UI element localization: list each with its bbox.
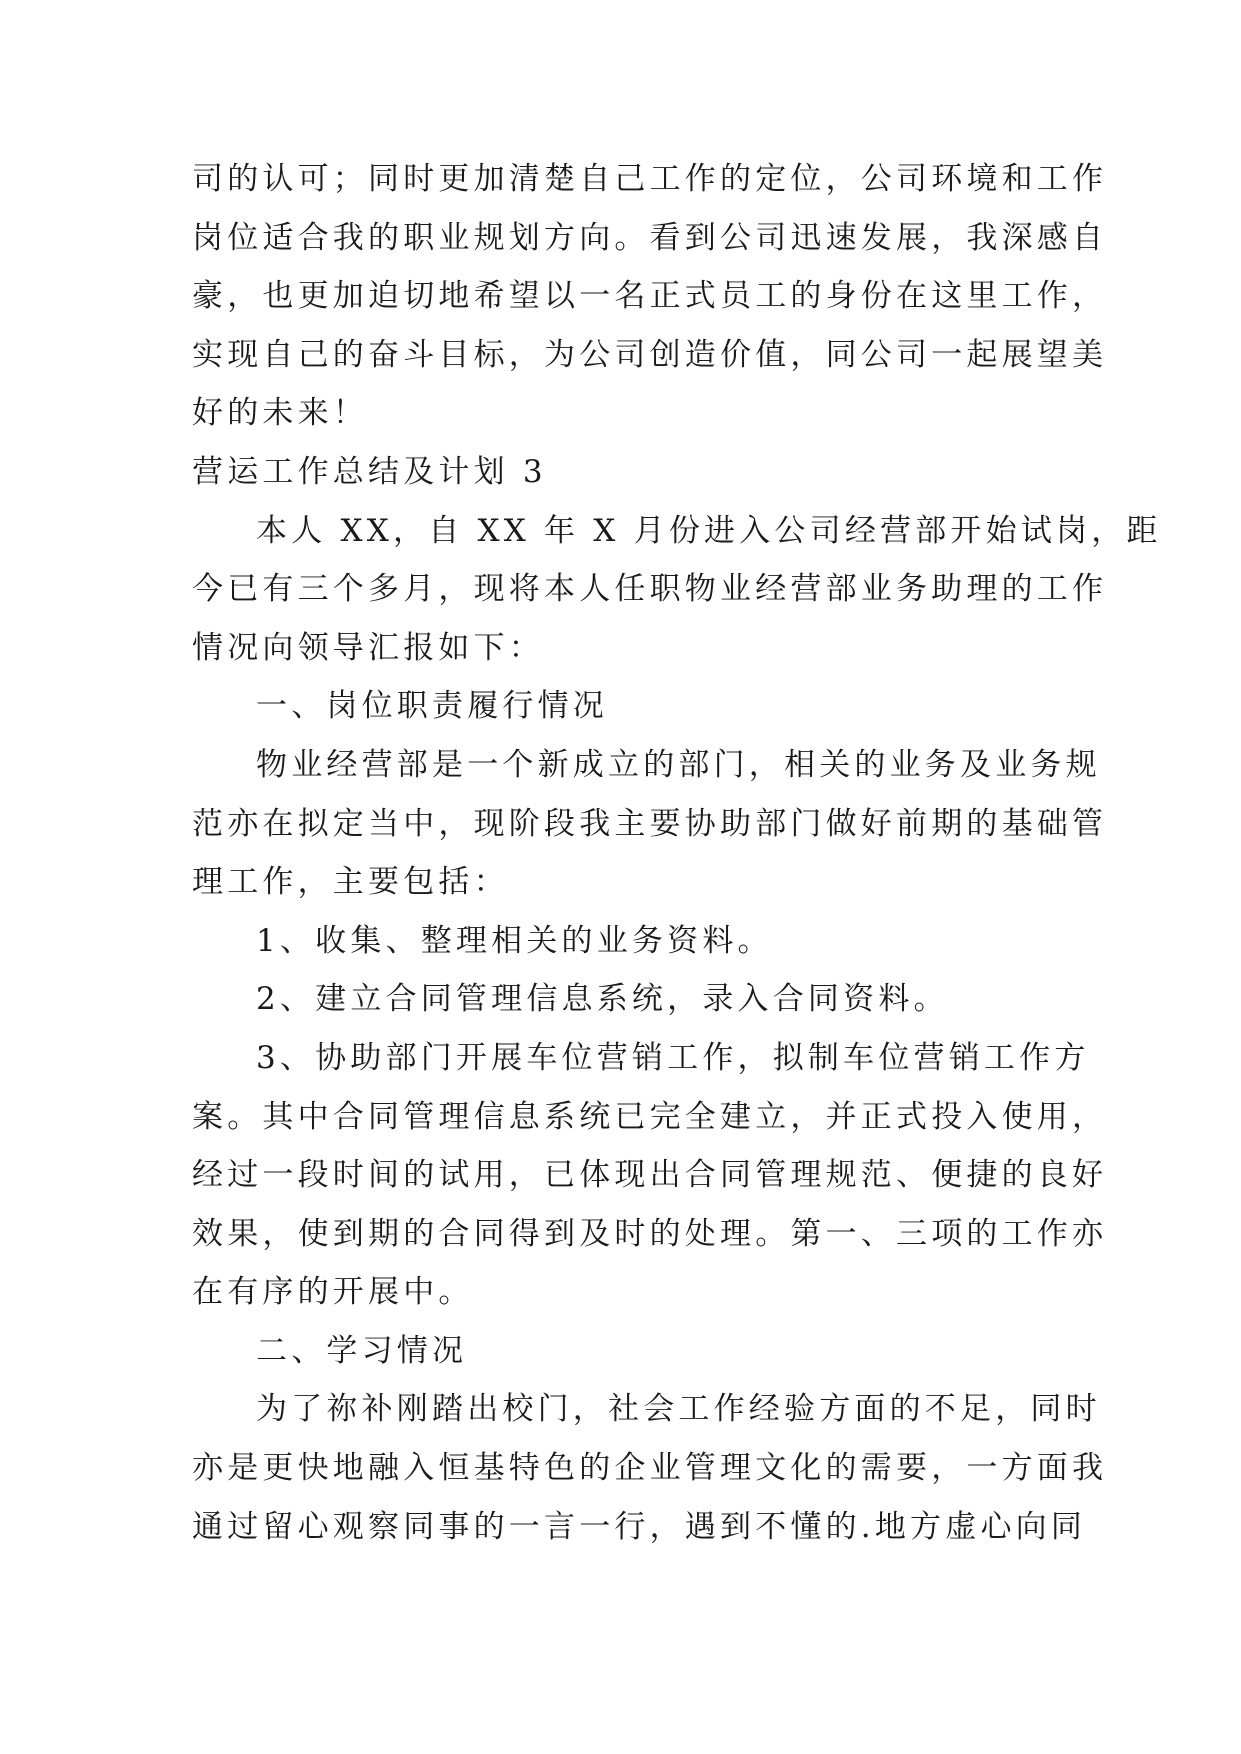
text-line: 3、协助部门开展车位营销工作，拟制车位营销工作方 [256,1039,1090,1076]
text-line: 经过一段时间的试用，已体现出合同管理规范、便捷的良好 [192,1157,1108,1194]
text-line: 亦是更快地融入恒基特色的企业管理文化的需要，一方面我 [192,1450,1108,1487]
text-line: 营运工作总结及计划 3 [192,453,547,490]
document-body [192,150,1162,1556]
text-line: 今已有三个多月，现将本人任职物业经营部业务助理的工作 [192,571,1108,608]
text-line: 豪，也更加迫切地希望以一名正式员工的身份在这里工作， [192,278,1108,315]
text-line: 1、收集、整理相关的业务资料。 [256,922,773,959]
text-line: 物业经营部是一个新成立的部门，相关的业务及业务规 [256,746,1101,783]
text-line: 效果，使到期的合同得到及时的处理。第一、三项的工作亦 [192,1215,1108,1252]
text-line: 二、学习情况 [256,1332,468,1369]
text-line: 实现自己的奋斗目标，为公司创造价值，同公司一起展望美 [192,336,1108,373]
text-line: 为了祢补刚踏出校门，社会工作经验方面的不足，同时 [256,1391,1101,1428]
text-line: 通过留心观察同事的一言一行，遇到不懂的.地方虚心向同 [192,1508,1087,1545]
text-line: 理工作，主要包括： [192,864,509,901]
text-line: 司的认可；同时更加清楚自己工作的定位，公司环境和工作 [192,161,1108,197]
text-line: 一、岗位职责履行情况 [256,688,608,725]
text-line: 本人 XX，自 XX 年 X 月份进入公司经营部开始试岗，距 [256,512,1162,549]
text-line: 岗位适合我的职业规划方向。看到公司迅速发展，我深感自 [192,219,1108,256]
text-line: 2、建立合同管理信息系统，录入合同资料。 [256,981,949,1018]
text-line: 范亦在拟定当中，现阶段我主要协助部门做好前期的基础管 [192,805,1108,842]
text-line: 案。其中合同管理信息系统已完全建立，并正式投入使用， [192,1098,1108,1135]
text-line: 好的未来！ [192,395,368,432]
text-line: 情况向领导汇报如下： [192,629,544,666]
text-line: 在有序的开展中。 [192,1274,474,1311]
